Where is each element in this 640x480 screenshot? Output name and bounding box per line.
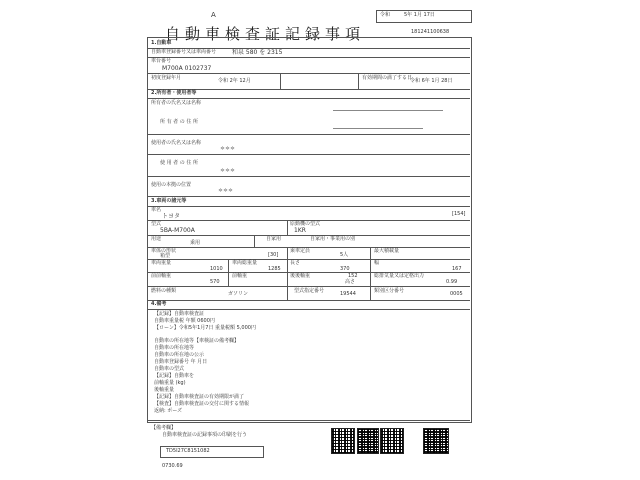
gross-weight-label: 車両総重量 <box>232 260 258 266</box>
axle-label: 前軸重 <box>232 273 248 279</box>
remarks-line: 後軸重量 <box>154 387 175 393</box>
remarks-line: 【記録】自動車を <box>154 373 195 379</box>
displacement-label: 総排気量又は定格出力 <box>374 273 425 279</box>
make-label: 車名 <box>151 207 162 213</box>
remarks-line: 前軸重量 (kg) <box>154 380 186 386</box>
issue-date-label: 令和 <box>380 12 391 18</box>
length-value: 370 <box>340 266 350 272</box>
type-number-value: 19544 <box>340 291 356 297</box>
chassis-value: M700A 0102737 <box>162 65 212 72</box>
owner-address-label: 所 有 者 の 住 所 <box>160 119 198 125</box>
first-registration-value: 令和 2年 12月 <box>218 78 251 84</box>
class-number-label: 類別区分番号 <box>374 288 405 294</box>
fuel-label: 燃料の種類 <box>151 288 177 294</box>
footer-note-value: 自動車検査証の記録事項の印刷を行う <box>162 432 248 438</box>
front-axle-label: 前前軸重 <box>151 273 172 279</box>
class-number-value: 0005 <box>450 291 463 297</box>
qr-code-4-icon <box>423 428 449 454</box>
page-code: 0730.69 <box>162 463 183 469</box>
base-location-value: ＊＊＊ <box>218 188 234 194</box>
width-value: 167 <box>452 266 462 272</box>
capacity-value: 5人 <box>340 252 349 258</box>
issue-date-value: 5年 1月 17日 <box>404 12 435 18</box>
header-mark: A <box>211 11 216 19</box>
expiry-value: 令和 6年 1月 28日 <box>410 78 453 84</box>
remarks-section-label: 4.備考 <box>151 301 167 307</box>
registration-value: 和泉 580 を 2315 <box>232 49 283 56</box>
make-code: [154] <box>452 211 466 217</box>
user-address-label: 使 用 者 の 住 所 <box>160 160 198 166</box>
owner-name-label: 所有者の氏名又は名称 <box>151 100 202 106</box>
document-title: 自動車検査証記録事項 <box>165 25 366 43</box>
user-address-value: ＊＊＊ <box>220 168 236 174</box>
height-label: 高さ <box>345 279 356 285</box>
remarks-line: 自動車の所在地の公示 <box>154 352 205 358</box>
remarks-line: 自動車重量税 年額 0600円 <box>154 318 215 324</box>
remarks-line: 【記録】自動車検査証 <box>154 311 205 317</box>
usage-value: 乗用 <box>190 240 201 246</box>
remarks-line: 自動車の所在地等【車検証の備考欄】 <box>154 338 240 344</box>
length-label: 長さ <box>290 260 301 266</box>
vehicle-weight-value: 1010 <box>210 266 223 272</box>
vehicle-weight-label: 車両重量 <box>151 260 172 266</box>
usage-label: 用途 <box>151 236 162 242</box>
model-label: 型式 <box>151 221 162 227</box>
height-value: 152 <box>348 273 358 279</box>
rear-axle-label: 後後軸重 <box>290 273 311 279</box>
max-load-label: 最大積載量 <box>374 248 400 254</box>
private-label: 自家用・事業用の別 <box>310 236 356 242</box>
remarks-line: 自動車の所在地等 <box>154 345 195 351</box>
shape-label: 車体の形状 <box>151 248 177 254</box>
type-number-label: 型式指定番号 <box>294 288 325 294</box>
shape-code: [30] <box>268 252 279 258</box>
remarks-line: 【検査】自動車検査証の交付に関する情報 <box>154 401 250 407</box>
user-name-label: 使用者の氏名又は名称 <box>151 140 202 146</box>
footer-note-label: 【備考欄】 <box>151 425 177 431</box>
base-location-label: 使用の本拠の位置 <box>151 182 192 188</box>
engine-label: 原動機の型式 <box>290 221 321 227</box>
owner-section-label: 2.所有者・使用者等 <box>151 90 197 96</box>
width-label: 幅 <box>374 260 380 266</box>
capacity-label: 乗車定員 <box>290 248 311 254</box>
remarks-line: 自動車登録番号 年 月日 <box>154 359 208 365</box>
remarks-line: 自動車の型式 <box>154 366 185 372</box>
qr-code-2-icon <box>357 428 379 454</box>
gross-weight-value: 1285 <box>268 266 281 272</box>
model-value: 5BA-M700A <box>160 227 195 234</box>
remarks-line: 返納: ポーズ <box>154 408 183 414</box>
serial-number: 181241100638 <box>411 29 450 35</box>
registration-label: 自動車登録番号又は車両番号 <box>151 49 217 55</box>
expiry-label: 有効期間の満了する日 <box>362 75 413 81</box>
qr-code-3-icon <box>380 428 404 454</box>
vehicle-section-label: 1.自動車 <box>151 40 172 46</box>
shape-value: 箱型 <box>160 253 171 259</box>
qr-code-1-icon <box>331 428 355 454</box>
user-name-value: ＊＊＊ <box>220 146 236 152</box>
make-value: トヨタ <box>162 213 181 220</box>
fuel-value: ガソリン <box>228 291 249 297</box>
first-registration-label: 初度登録年月 <box>151 75 182 81</box>
spec-section-label: 3.車両の諸元等 <box>151 198 187 204</box>
displacement-value: 0.99 <box>446 279 458 285</box>
remarks-line: 【記録】自動車検査証の有効期限が満了 <box>154 394 245 400</box>
private-value: 自家用 <box>266 236 282 242</box>
front-axle-value: 570 <box>210 279 220 285</box>
remarks-line: 【ローン】令和5年1月7日 重量税額 5,000円 <box>154 325 256 331</box>
chassis-label: 車台番号 <box>151 58 172 64</box>
barcode-label: TD5I27C8151082 <box>166 448 210 454</box>
engine-value: 1KR <box>294 227 306 234</box>
